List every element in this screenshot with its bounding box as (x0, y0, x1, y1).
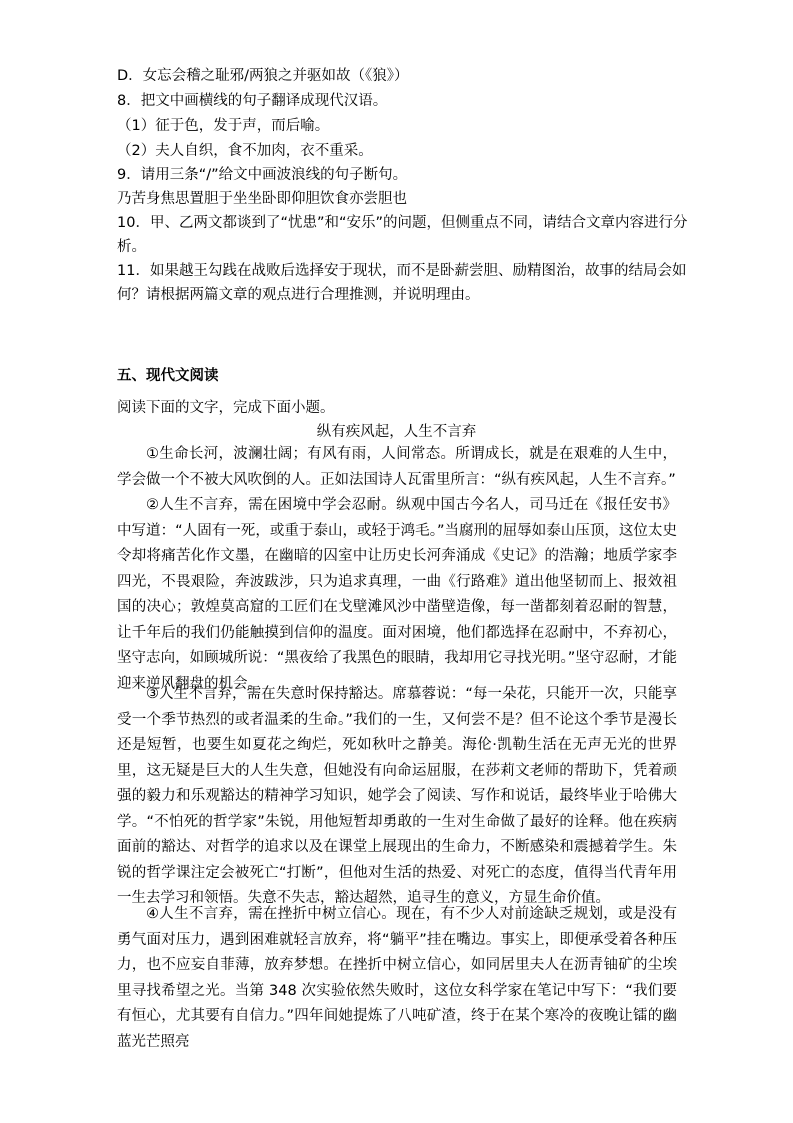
article-paragraph-3: ③人生不言弃，需在失意时保持豁达。席慕蓉说：“每一朵花，只能开一次，只能享受一个季节热烈的或者温柔的生命。”我们的一生，又何尝不是？但不论这个季节是漫长还是短暂，也要生如夏花之绚烂，死如秋叶之静美。海伦·凯勒生活在无声无光的世界里，这无疑是巨大的人生失意，但她没有向命运屈服，在莎莉文老师的帮助下，凭着顽强的毅力和乐观豁达的精神学习知识，她学会了阅读、写作和说话，最终毕业于哈佛大学。“不怕死的哲学家”朱锐，用他短暂却勇敢的一生对生命做了最好的诠释。他在疾病面前的豁达、对哲学的追求以及在课堂上展现出的生命力，不断感染和震撼着学生。朱锐的哲学课注定会被死亡“打断”，但他对生活的热爱、对死亡的态度，值得当代青年用一生去学习和领悟。失意不失志，豁达超然，追寻生的意义，方显生命价值。 (117, 686, 677, 906)
section-heading: 五、现代文阅读 (117, 368, 219, 384)
question-10-line-2: 析。 (117, 239, 146, 255)
question-9-text: 乃苦身焦思置胆于坐坐卧即仰胆饮食亦尝胆也 (117, 191, 407, 207)
question-8-item-1: （1）征于色，发于声，而后喻。 (117, 118, 330, 134)
article-title: 纵有疾风起，人生不言弃 (316, 424, 477, 440)
article-paragraph-1: ①生命长河，波澜壮阔；有风有雨，人间常态。所谓成长，就是在艰难的人生中，学会做一个不被大风吹倒的人。正如法国诗人瓦雷里所言：“纵有疾风起，人生不言弃。” (117, 446, 677, 488)
section-intro: 阅读下面的文字，完成下面小题。 (117, 400, 335, 416)
question-option-d: D．女忘会稽之耻邪/两狼之并驱如故（《狼》） (117, 68, 409, 84)
question-10-line-1: 10．甲、乙两文都谈到了“忧患”和“安乐”的问题，但侧重点不同，请结合文章内容进行分 (117, 215, 688, 231)
article-paragraph-2: ②人生不言弃，需在困境中学会忍耐。纵观中国古今名人，司马迁在《报任安书》中写道：“人固有一死，或重于泰山，或轻于鸿毛。”当腐刑的屈辱如泰山压顶，这位太史令却将痛苦化作文墨，在幽暗的囚室中让历史长河奔涌成《史记》的浩瀚；地质学家李四光，不畏艰险，奔波跋涉，只为追求真理，一曲《行路难》道出他坚韧而上、报效祖国的决心；敦煌莫高窟的工匠们在戈壁滩风沙中凿壁造像，每一凿都刻着忍耐的智慧，让千年后的我们仍能触摸到信仰的温度。面对困境，他们都选择在忍耐中，不弃初心，坚守志向，如顾城所说：“黑夜给了我黑色的眼睛，我却用它寻找光明。”坚守忍耐，才能迎来逆风翻盘的机会。 (117, 497, 677, 692)
question-11-line-2: 何？请根据两篇文章的观点进行合理推测，并说明理由。 (117, 287, 480, 303)
article-paragraph-4: ④人生不言弃，需在挫折中树立信心。现在，有不少人对前途缺乏规划，或是没有勇气面对压力，遇到困难就轻言放弃，将“躺平”挂在嘴边。事实上，即便承受着各种压力，也不应妄自菲薄，放弃梦想。在挫折中树立信心，如同居里夫人在沥青铀矿的尘埃里寻找希望之光。当第 348 次实验依然失败时，这位女科学家在笔记中写下：“我们要有恒心，尤其要有自信力。”四年间她提炼了八吨矿渣，终于在某个寒冷的夜晚让镭的幽蓝光芒照亮 (117, 906, 677, 1050)
question-8-item-2: （2）夫人自织，食不加肉，衣不重采。 (117, 143, 373, 159)
question-9: 9．请用三条“/”给文中画波浪线的句子断句。 (117, 167, 408, 183)
question-11-line-1: 11．如果越王勾践在战败后选择安于现状，而不是卧薪尝胆、励精图治，故事的结局会如 (117, 263, 687, 279)
question-8: 8．把文中画横线的句子翻译成现代汉语。 (117, 93, 388, 109)
